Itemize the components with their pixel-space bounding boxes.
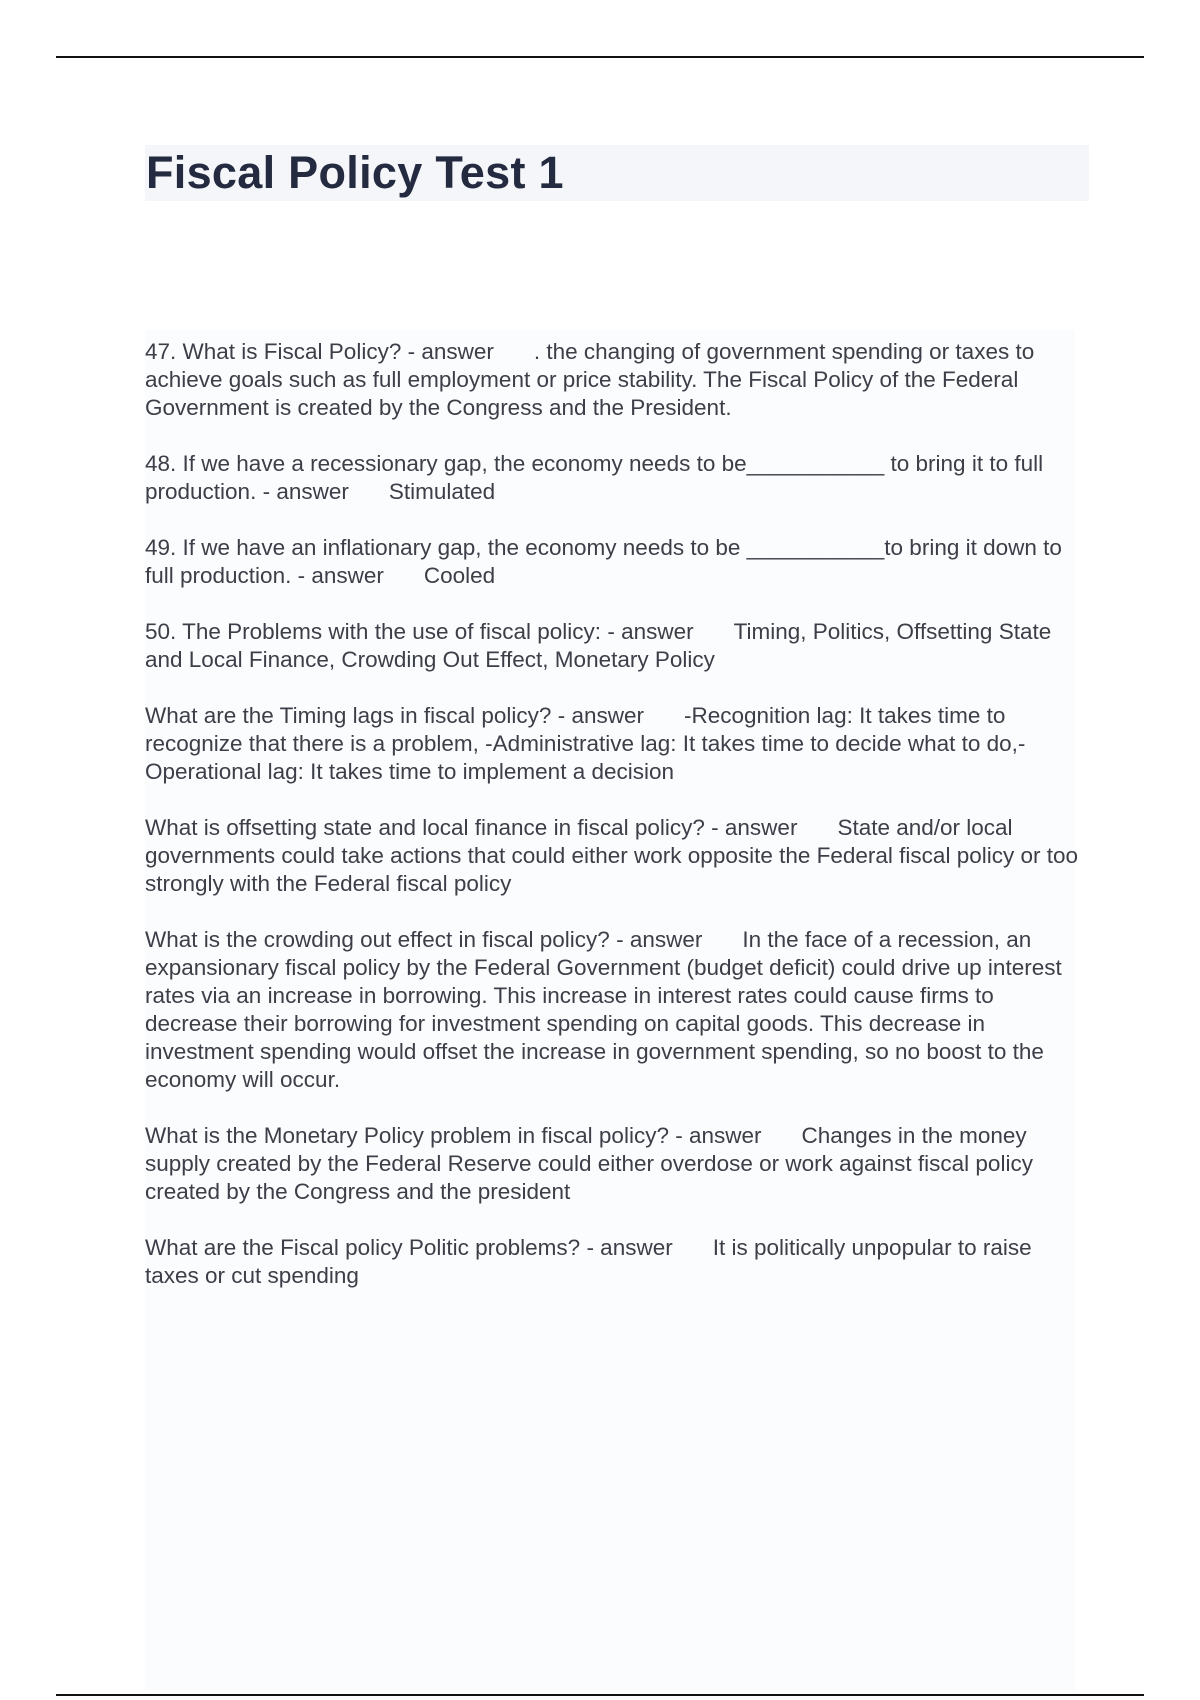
question-text: 49. If we have an inflationary gap, the economy needs to be ___________to bring it down to full production. [145, 535, 1062, 588]
qa-item-timing-lags [145, 702, 1085, 786]
qa-item-47 [145, 338, 1085, 422]
question-text: What are the Fiscal policy Politic problems? [145, 1235, 581, 1260]
answer-text: . the changing of government spending or taxes to achieve goals such as full employment or price stability. The Fiscal Policy of the Federal Government is created by the Congress and the President. [145, 339, 1035, 420]
answer-label: - answer [616, 927, 703, 952]
answer-label: - answer [557, 703, 644, 728]
answer-label: - answer [262, 479, 349, 504]
question-text: 50. The Problems with the use of fiscal policy: [145, 619, 602, 644]
answer-text: State and/or local governments could take actions that could either work opposite the Federal fiscal policy or too strongly with the Federal fiscal policy [145, 815, 1079, 896]
qa-item-49 [145, 534, 1085, 590]
answer-text: Timing, Politics, Offsetting State and Local Finance, Crowding Out Effect, Monetary Policy [145, 619, 1052, 672]
answer-text: In the face of a recession, an expansionary fiscal policy by the Federal Government (budget deficit) could drive up interest rates via an increase in borrowing. This increase in interest rates could cause firms to decrease their borrowing for investment spending on capital goods. This decrease in investment spending would offset the increase in government spending, so no boost to the economy will occur. [145, 927, 1062, 1092]
top-rule [56, 56, 1144, 58]
answer-label: - answer [675, 1123, 762, 1148]
question-text: What is the crowding out effect in fiscal policy? [145, 927, 610, 952]
qa-item-monetary-policy [145, 1122, 1085, 1206]
qa-item-politic-problems [145, 1234, 1085, 1290]
qa-item-48 [145, 450, 1085, 506]
bottom-rule [56, 1694, 1144, 1696]
answer-text: Stimulated [388, 479, 496, 504]
page-title: Fiscal Policy Test 1 [146, 147, 564, 198]
qa-item-50 [145, 618, 1085, 674]
answer-label: - answer [711, 815, 798, 840]
answer-text: Changes in the money supply created by the Federal Reserve could either overdose or work against fiscal policy created by the Congress and the president [145, 1123, 1033, 1204]
question-text: What is offsetting state and local finance in fiscal policy? [145, 815, 705, 840]
question-text: What are the Timing lags in fiscal policy? [145, 703, 552, 728]
qa-list [145, 338, 1085, 1318]
question-text: What is the Monetary Policy problem in fiscal policy? [145, 1123, 669, 1148]
qa-item-offsetting-finance [145, 814, 1085, 898]
answer-label: - answer [407, 339, 494, 364]
question-text: 47. What is Fiscal Policy? [145, 339, 402, 364]
answer-label: - answer [607, 619, 694, 644]
qa-item-crowding-out [145, 926, 1085, 1094]
question-text: 48. If we have a recessionary gap, the economy needs to be___________ to bring it to full production. [145, 451, 1044, 504]
answer-label: - answer [297, 563, 384, 588]
answer-text: Cooled [423, 563, 496, 588]
answer-text: -Recognition lag: It takes time to recognize that there is a problem, -Administrative lag: It takes time to decide what to do,-Operational lag: It takes time to implement a decision [145, 703, 1026, 784]
answer-label: - answer [586, 1235, 673, 1260]
answer-text: It is politically unpopular to raise taxes or cut spending [145, 1235, 1032, 1288]
